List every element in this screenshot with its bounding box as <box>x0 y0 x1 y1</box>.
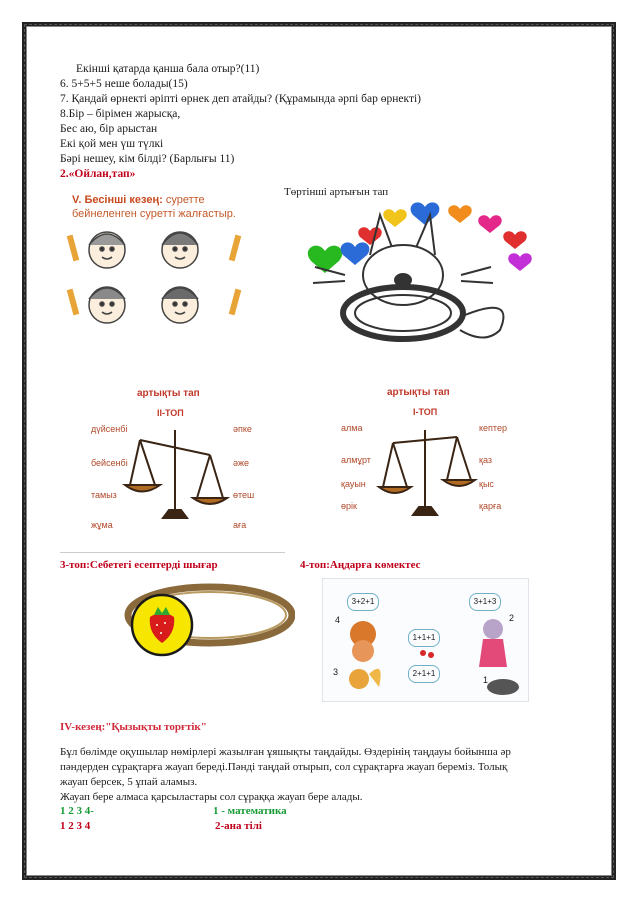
scale-right-word-r1: кептер <box>479 423 507 433</box>
section-4-paragraph-3: жауап берсек, 5 ұпай аламыз. <box>60 776 198 788</box>
fourth-task-label: Төртінші артығын тап <box>284 186 389 198</box>
scale-right-group: І-ТОП <box>413 407 438 417</box>
squirrel-animal-icon <box>349 669 381 689</box>
row-2-subject: 2-ана тілі <box>215 820 262 832</box>
animal-number-3: 3 <box>333 667 339 677</box>
section-4-heading: IV-кезең:"Қызықты торғтік" <box>60 721 207 733</box>
scale-left-word-l1: дүйсенбі <box>91 424 128 434</box>
expr-card-1: 3+2+1 <box>347 593 379 611</box>
section-title-oilan: 2.«Ойлан,тап» <box>60 168 136 180</box>
goat-animal-icon <box>479 619 507 667</box>
basket-picture <box>110 575 295 680</box>
expr-card-4: 2+1+1 <box>408 665 440 683</box>
section-4-paragraph-4: Жауап бере алмаса қарсыластары сол сұраққа жауап бере алады. <box>60 791 363 803</box>
scale-icon-2 <box>335 375 515 525</box>
scale-left-word-r3: өтеш <box>233 490 255 500</box>
scale-right-word-r3: қыс <box>479 479 494 489</box>
expr-card-3: 1+1+1 <box>408 629 440 647</box>
line-riddle-2: Екі қой мен үш түлкі <box>60 138 164 150</box>
scale-left-word-l3: тамыз <box>91 490 117 500</box>
basket-icon <box>110 575 295 680</box>
stage-title: V. Бесінші кезең: <box>72 194 163 206</box>
stage-text-2: бейнеленген суретті жалғастыр. <box>72 208 236 220</box>
expr-card-2: 3+1+3 <box>469 593 501 611</box>
scale-right-word-l3: қауын <box>341 479 366 489</box>
children-faces-picture <box>62 190 252 335</box>
cat-drawing <box>285 195 545 345</box>
line-question-8: 8.Бір – бірімен жарысқа, <box>60 108 181 120</box>
scale-left-heading: артықты тап <box>137 388 200 399</box>
line-question-7: 7. Қандай өрнекті әріпті өрнек деп атайды? (Құрамында әрпі бар өрнекті) <box>60 93 421 105</box>
scale-left-group: ІІ-ТОП <box>157 408 184 418</box>
hedgehog-animal-icon <box>487 679 519 695</box>
apple-icon <box>420 650 434 658</box>
scale-right-word-l4: өрік <box>341 501 357 511</box>
scale-left-word-l4: жұма <box>91 520 113 530</box>
line-question-6: 6. 5+5+5 неше болады(15) <box>60 78 188 90</box>
scale-icon <box>85 380 265 530</box>
scale-left-word-r1: әпке <box>233 424 252 434</box>
section-4-paragraph-1: Бұл бөлімде оқушылар нөмірлері жазылған ұяшықты таңдайды. Өздерінің таңдауы бойынша әр <box>60 746 511 758</box>
scale-right-word-r4: қарға <box>479 501 502 511</box>
line-riddle-1: Бес аю, бір арыстан <box>60 123 158 135</box>
scale-left-word-l2: бейсенбі <box>91 458 128 468</box>
section-4-paragraph-2: пәндерден сұрақтарға жауап береді.Пәнді таңдай отырып, сол сұрақтарға жауап береміз. Толық <box>60 761 508 773</box>
scale-left-word-r4: аға <box>233 520 247 530</box>
animals-drawing <box>323 579 528 701</box>
row-1-subject: 1 - математика <box>213 805 287 817</box>
scale-left-word-r2: әже <box>233 458 250 468</box>
row-1-numbers: 1 2 3 4- <box>60 805 94 817</box>
row-2-numbers: 1 2 3 4 <box>60 820 91 832</box>
animal-number-1: 4 <box>335 615 341 625</box>
scale-right-word-r2: қаз <box>479 455 492 465</box>
children-drawing <box>62 225 252 335</box>
cat-hearts-picture <box>285 195 545 345</box>
scale-right-word-l1: алма <box>341 423 363 433</box>
cat-animal-icon <box>350 621 376 662</box>
animal-number-2: 2 <box>509 613 515 623</box>
animal-number-4: 1 <box>483 675 489 685</box>
stage-text-1: суретте <box>162 194 205 206</box>
scale-right-word-l2: алмұрт <box>341 455 371 465</box>
group-4-label: 4-топ:Аңдарға көмектес <box>300 559 421 571</box>
line-riddle-3: Бәрі нешеу, кім білді? (Барлығы 11) <box>60 153 235 165</box>
animals-math-picture <box>322 578 529 702</box>
scale-panel-group-1 <box>335 375 515 525</box>
line-question-1: Екінші қатарда қанша бала отыр?(11) <box>76 63 260 75</box>
scale-panel-group-2 <box>85 380 265 530</box>
group-3-label: 3-топ:Себетегі есептерді шығар <box>60 559 218 571</box>
divider-line <box>60 552 285 553</box>
scale-right-heading: артықты тап <box>387 387 450 398</box>
